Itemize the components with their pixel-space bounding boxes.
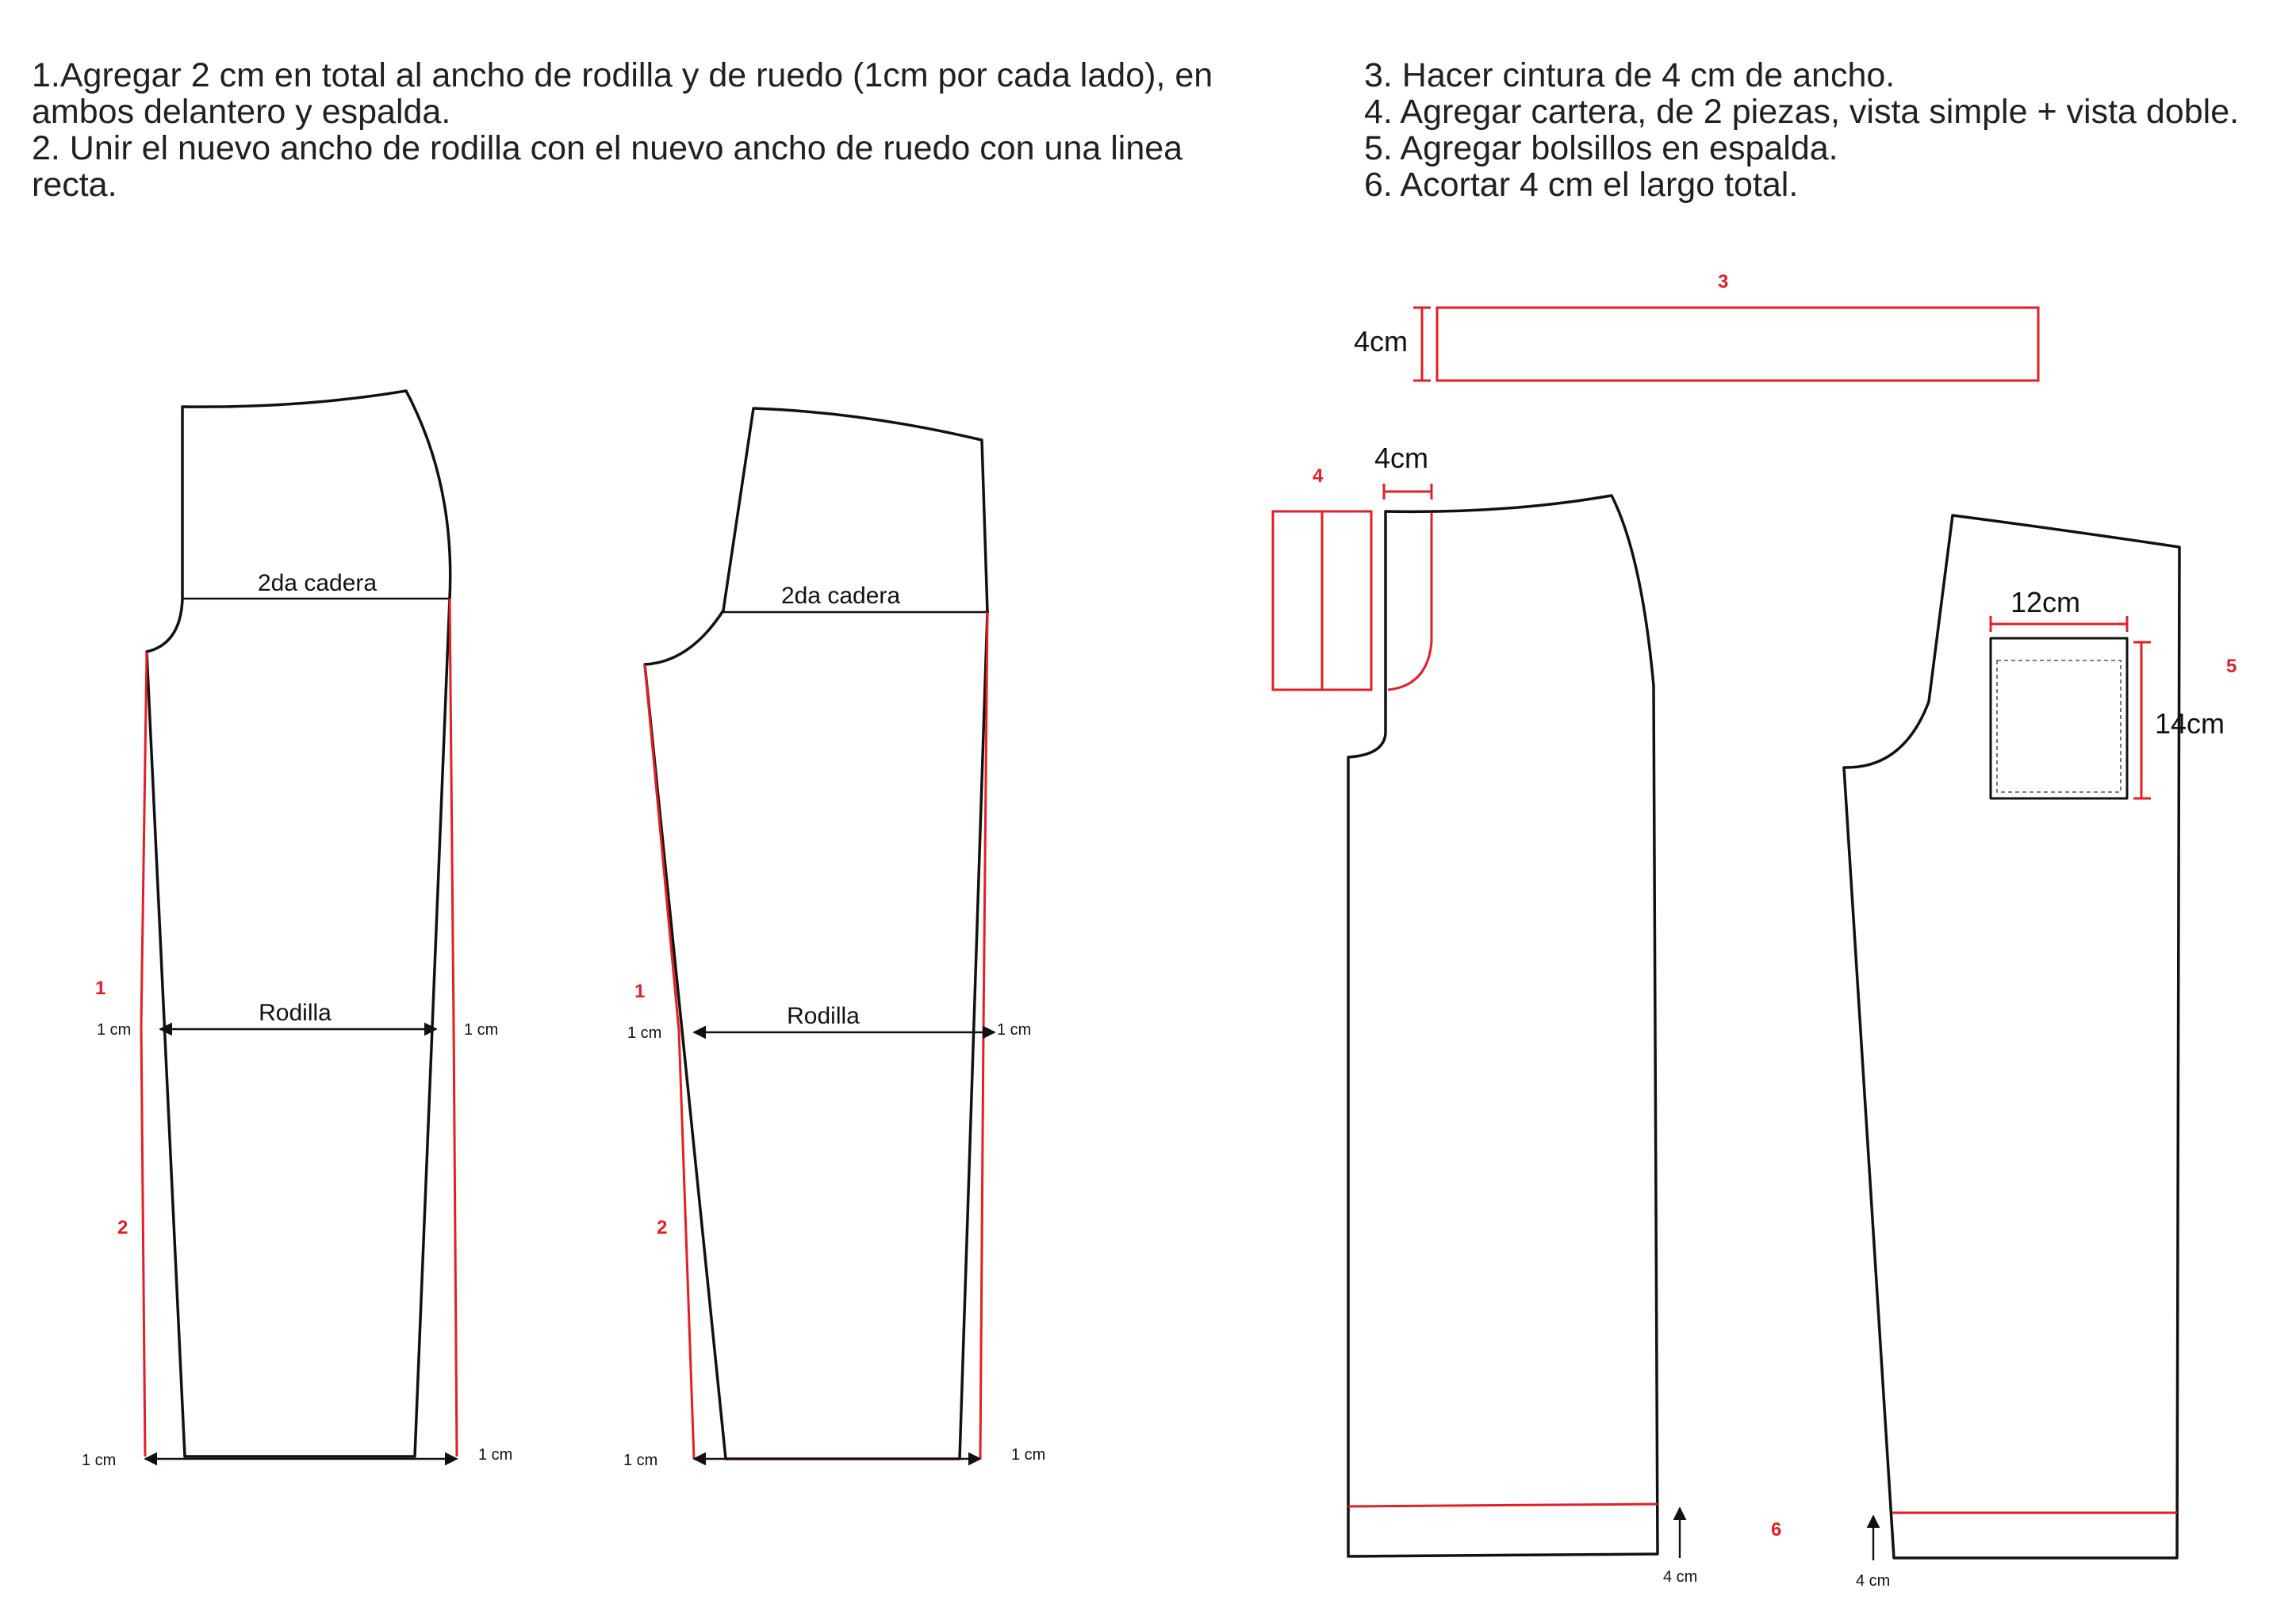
waistband-height-label: 4cm: [1354, 325, 1409, 358]
instruction-4: 4. Agregar cartera, de 2 piezas, vista simple + vista doble.: [1364, 93, 2240, 131]
back-pocket-stitching: [1997, 660, 2121, 792]
front-modified-piece: [1273, 442, 1697, 1586]
step-4-label: 4: [1313, 465, 1324, 487]
back-step-1: 1: [634, 981, 646, 1002]
instruction-5: 5. Agregar bolsillos en espalda.: [1364, 129, 1838, 167]
front-hip-label: 2da cadera: [257, 570, 378, 596]
front-new-side-right: [450, 599, 457, 1456]
waistband-rect: [1437, 308, 2038, 381]
back-outline: [645, 408, 987, 1459]
step-6-label: 6: [1771, 1519, 1782, 1541]
instruction-3: 3. Hacer cintura de 4 cm de ancho.: [1364, 56, 1895, 94]
front-modified-outline: [1348, 496, 1658, 1556]
pocket-width-label: 12cm: [2010, 586, 2081, 618]
waistband: [1354, 271, 2038, 381]
back-hem-left-1cm: 1 cm: [623, 1452, 658, 1469]
step-5-label: 5: [2226, 656, 2237, 677]
back-hip-label: 2da cadera: [780, 583, 901, 609]
step-3-label: 3: [1718, 271, 1729, 293]
back-modified-piece: [1844, 515, 2237, 1590]
back-hem-right-1cm: 1 cm: [1011, 1446, 1046, 1464]
front-shorten-label: 4 cm: [1663, 1568, 1698, 1586]
front-outline: [147, 391, 450, 1456]
front-step-1: 1: [95, 978, 106, 999]
front-shortened-hem: [1348, 1504, 1658, 1506]
front-pattern-piece: [82, 391, 512, 1469]
front-knee-label: Rodilla: [259, 1000, 332, 1026]
back-shorten-label: 4 cm: [1856, 1572, 1891, 1590]
back-step-2: 2: [657, 1217, 668, 1238]
front-hem-right-1cm: 1 cm: [478, 1446, 513, 1464]
back-knee-left-1cm: 1 cm: [627, 1024, 662, 1042]
back-knee-label: Rodilla: [787, 1003, 860, 1029]
pocket-height-label: 14cm: [2155, 707, 2225, 740]
front-knee-right-1cm: 1 cm: [464, 1021, 499, 1039]
front-step-2: 2: [117, 1217, 128, 1238]
front-knee-left-1cm: 1 cm: [97, 1021, 132, 1039]
fly-facing-outline: [1388, 513, 1432, 690]
fly-width-label: 4cm: [1374, 442, 1429, 474]
instruction-1: 1.Agregar 2 cm en total al ancho de rodilla y de ruedo (1cm por cada lado), en ambos delantero y espalda.: [32, 56, 1213, 131]
instruction-2: 2. Unir el nuevo ancho de rodilla con el nuevo ancho de ruedo con una linea recta.: [32, 129, 1183, 204]
back-pocket: [1991, 638, 2127, 798]
back-pattern-piece: [623, 408, 1045, 1469]
back-knee-right-1cm: 1 cm: [997, 1021, 1032, 1039]
instruction-6: 6. Acortar 4 cm el largo total.: [1364, 166, 1799, 204]
front-hem-left-1cm: 1 cm: [82, 1452, 117, 1469]
back-modified-outline: [1844, 515, 2179, 1558]
front-new-side-left: [141, 652, 147, 1456]
